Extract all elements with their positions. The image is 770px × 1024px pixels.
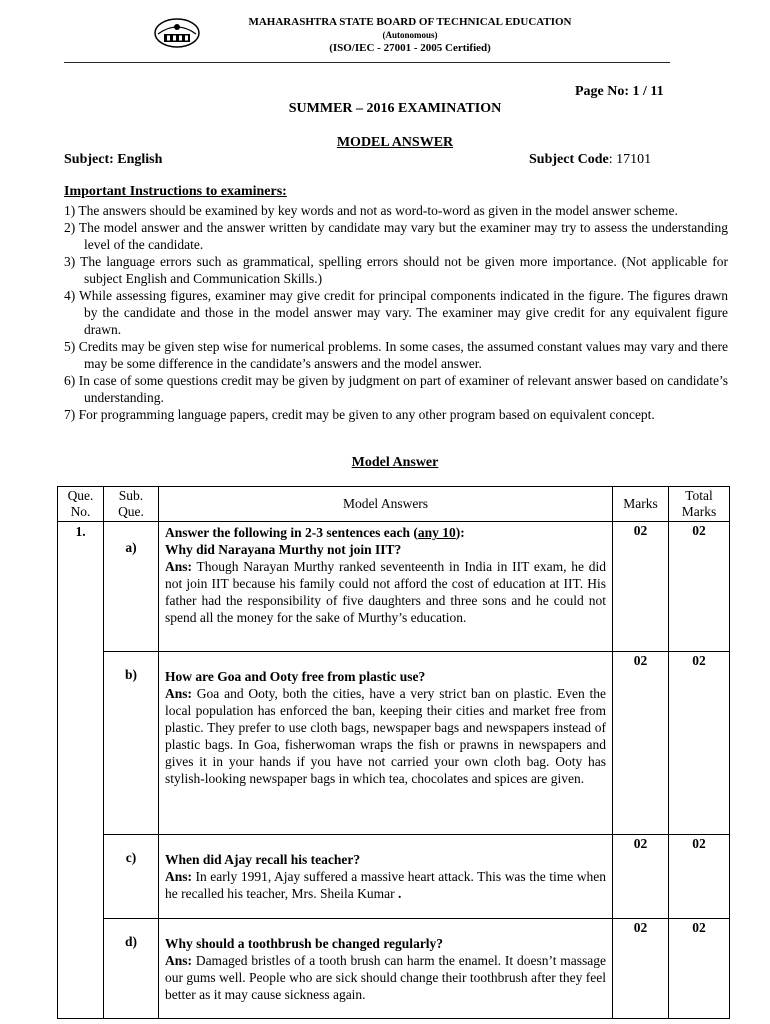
sub-question-cell <box>104 652 159 835</box>
answer-end: . <box>394 886 402 901</box>
answer-text: In early 1991, Ajay suffered a massive heart attack. This was the time when he recalled his teacher, Mrs. Sheila Kumar <box>165 869 606 901</box>
autonomous-label: (Autonomous) <box>382 30 438 40</box>
instruction-item: 1) The answers should be examined by key words and not as word-to-word as given in the model answer scheme. <box>64 203 678 218</box>
instruction-item: 2) The model answer and the answer written by candidate may vary but the examiner may try to assess the understanding level of the candidate. <box>64 220 728 252</box>
marks-cell: 02 <box>613 835 669 919</box>
question-text: When did Ajay recall his teacher? <box>165 852 361 867</box>
sub-question-label: d) <box>124 934 137 949</box>
marks-cell: 02 <box>613 522 669 652</box>
question-intro: Answer the following in 2-3 sentences each (any 10): <box>165 525 465 540</box>
answer-label: Ans: <box>165 559 193 574</box>
answer-text: Damaged bristles of a tooth brush can harm the enamel. It doesn’t massage our gums well. People who are sick should change their toothbrush after they feel better as it may cause sickness again. <box>165 953 606 1002</box>
sub-question-cell <box>104 835 159 919</box>
col-header-total-marks: Total Marks <box>669 487 730 522</box>
page-number: Page No: 1 / 11 <box>575 84 664 99</box>
col-header-model-answers: Model Answers <box>159 487 613 522</box>
instruction-item: 3) The language errors such as grammatical, spelling errors should not be given more importance. (Not applicable for subject English and Communication Skills.) <box>64 254 728 286</box>
header-divider <box>64 62 670 63</box>
answer-cell <box>159 522 613 652</box>
question-number: 1. <box>58 522 104 1019</box>
model-answer-table <box>57 486 730 1019</box>
instruction-item: 4) While assessing figures, examiner may give credit for principal components indicated in the figure. The figures drawn by the candidate and those in the model answer may vary. The examiner may give credit for any equivalent figure drawn. <box>64 288 728 337</box>
subject-code-value: : 17101 <box>608 152 652 167</box>
col-header-que-no: Que. No. <box>58 487 104 522</box>
table-header-row <box>58 487 730 522</box>
table-row <box>58 652 730 835</box>
board-heading <box>190 16 630 55</box>
total-marks-cell: 02 <box>669 835 730 919</box>
answer-label: Ans: <box>165 953 193 968</box>
total-marks-cell: 02 <box>669 522 730 652</box>
col-header-marks: Marks <box>613 487 669 522</box>
marks-cell: 02 <box>613 652 669 835</box>
sub-question-cell <box>104 919 159 1019</box>
subject-text: Subject: English <box>64 152 163 167</box>
table-row <box>58 522 730 652</box>
subject-code <box>529 152 651 168</box>
answer-cell <box>159 919 613 1019</box>
answer-text: Though Narayan Murthy ranked seventeenth in India in IIT exam, he did not join IIT because his family could not afford the cost of education at IIT. His father had the responsibility of five daughters and three sons and he could not spend all the money for the sake of Murthy’s education. <box>165 559 606 625</box>
sub-question-label: c) <box>125 850 137 865</box>
subject-code-label: Subject Code <box>529 152 609 167</box>
subject-label <box>64 152 162 168</box>
col-header-sub-que: Sub. Que. <box>104 487 159 522</box>
certification-label: (ISO/IEC - 27001 - 2005 Certified) <box>329 42 491 54</box>
model-answer-heading: Model Answer <box>351 455 439 470</box>
sub-question-label: b) <box>124 667 137 682</box>
marks-cell: 02 <box>613 919 669 1019</box>
question-text: Why did Narayana Murthy not join IIT? <box>165 542 402 557</box>
instruction-item: 6) In case of some questions credit may be given by judgment on part of examiner of relevant answer based on candidate’s understanding. <box>64 373 728 405</box>
answer-label: Ans: <box>165 686 193 701</box>
question-text: Why should a toothbrush be changed regularly? <box>165 936 444 951</box>
sub-question-label: a) <box>125 540 137 555</box>
total-marks-cell: 02 <box>669 652 730 835</box>
exam-title: SUMMER – 2016 EXAMINATION <box>288 101 502 116</box>
question-text: How are Goa and Ooty free from plastic use? <box>165 669 426 684</box>
answer-cell <box>159 652 613 835</box>
instructions-list <box>64 202 728 423</box>
table-row <box>58 919 730 1019</box>
instruction-item: 5) Credits may be given step wise for numerical problems. In some cases, the assumed constant values may vary and there may be some difference in the candidate’s answers and the model answer. <box>64 339 728 371</box>
document-header <box>0 12 770 70</box>
sub-question-cell <box>104 522 159 652</box>
answer-cell <box>159 835 613 919</box>
answer-text: Goa and Ooty, both the cities, have a very strict ban on plastic. Even the local population has enforced the ban, keeping their cities and market free from plastic. They prefer to use cloth bags, newspaper bags and newspapers instead of plastic bags. In Goa, fisherwoman wraps the fish or prawns in newspapers and gives it in your hands if you have not carried your own cloth bag. Ooty has stylish-looking newspaper bags in which tea, chocolates and spices are given. <box>165 686 606 786</box>
table-row <box>58 835 730 919</box>
instruction-item: 7) For programming language papers, credit may be given to any other program based on equivalent concept. <box>64 407 655 422</box>
document-title: MODEL ANSWER <box>336 135 454 150</box>
instructions-heading: Important Instructions to examiners: <box>64 184 287 199</box>
answer-label: Ans: <box>165 869 193 884</box>
total-marks-cell: 02 <box>669 919 730 1019</box>
board-name: MAHARASHTRA STATE BOARD OF TECHNICAL EDUCATION <box>248 16 572 28</box>
